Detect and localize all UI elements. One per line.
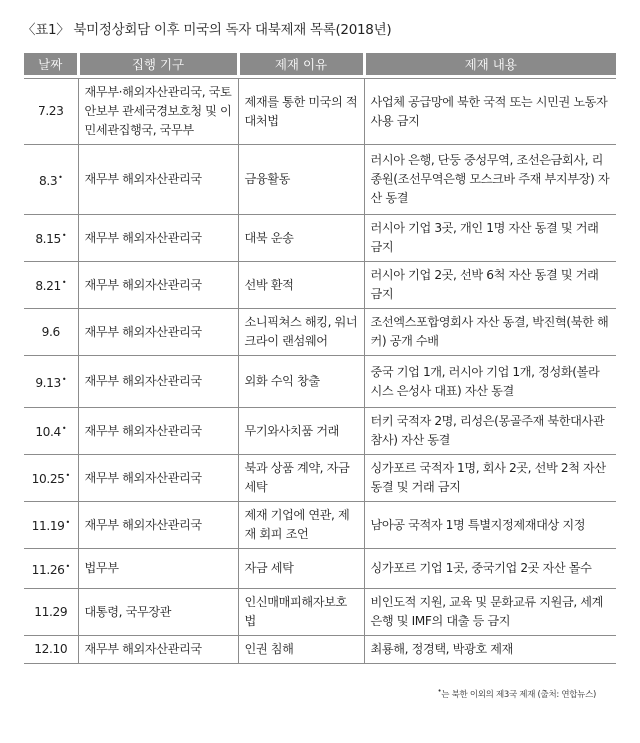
date-text: 8.21 (35, 279, 61, 294)
date-text: 11.29 (34, 604, 68, 619)
cell-agency: 재무부 해외자산관리국 (78, 215, 238, 262)
cell-content: 남아공 국적자 1명 특별지정제재대상 지정 (364, 502, 616, 549)
cell-agency: 재무부·해외자산관리국, 국토안보부 관세국경보호청 및 이민세관집행국, 국무부 (78, 79, 238, 145)
table-row (24, 309, 616, 356)
cell-date (24, 502, 78, 549)
table-caption: 〈표1〉 북미정상회담 이후 미국의 독자 대북제재 목록(2018년) (22, 22, 392, 38)
cell-content: 러시아 기업 3곳, 개인 1명 자산 동결 및 거래 금지 (364, 215, 616, 262)
cell-reason: 금융활동 (238, 145, 364, 215)
third-country-marker: • (61, 278, 67, 288)
cell-agency: 재무부 해외자산관리국 (78, 356, 238, 408)
date-text: 11.19 (31, 519, 65, 534)
cell-date (24, 589, 78, 636)
cell-reason: 소니픽쳐스 해킹, 워너크라이 랜섬웨어 (238, 309, 364, 356)
cell-content: 조선엑스포합영회사 자산 동결, 박진혁(북한 해커) 공개 수배 (364, 309, 616, 356)
header-reason: 제재 이유 (238, 53, 364, 75)
cell-agency: 재무부 해외자산관리국 (78, 636, 238, 664)
table-row (24, 455, 616, 502)
cell-agency: 재무부 해외자산관리국 (78, 309, 238, 356)
table-row (24, 356, 616, 408)
cell-date (24, 215, 78, 262)
cell-date (24, 455, 78, 502)
date-text: 10.4 (35, 425, 61, 440)
third-country-marker: • (65, 518, 70, 528)
cell-agency: 재무부 해외자산관리국 (78, 262, 238, 309)
third-country-marker: • (65, 471, 70, 481)
cell-date (24, 636, 78, 664)
cell-reason: 인신매매피해자보호법 (238, 589, 364, 636)
cell-reason: 대북 운송 (238, 215, 364, 262)
cell-content: 중국 기업 1개, 러시아 기업 1개, 정성화(볼라시스 은성사 대표) 자산 동결 (364, 356, 616, 408)
cell-content: 러시아 은행, 단둥 중성무역, 조선은금회사, 리종원(조선무역은행 모스크바 주재 부지부장) 자산 동결 (364, 145, 616, 215)
cell-content: 싱가포르 기업 1곳, 중국기업 2곳 자산 몰수 (364, 549, 616, 589)
header-row (24, 53, 616, 75)
date-text: 8.3 (38, 174, 58, 189)
date-text: 10.25 (31, 472, 65, 487)
sanctions-table (24, 53, 616, 664)
cell-agency: 재무부 해외자산관리국 (78, 455, 238, 502)
cell-date (24, 408, 78, 455)
third-country-marker: • (61, 424, 67, 434)
cell-content: 최룡해, 정경택, 박광호 제재 (364, 636, 616, 664)
header-date: 날짜 (24, 53, 78, 75)
date-text: 7.23 (37, 104, 64, 118)
third-country-marker: • (61, 374, 67, 384)
cell-date (24, 79, 78, 145)
cell-reason: 외화 수익 창출 (238, 356, 364, 408)
date-text: 12.10 (34, 642, 68, 656)
table-row (24, 79, 616, 145)
cell-reason: 무기와사치품 거래 (238, 408, 364, 455)
header-agency: 집행 기구 (78, 53, 238, 75)
cell-reason: 제재를 통한 미국의 적 대처법 (238, 79, 364, 145)
footnote-marker: • (437, 687, 442, 695)
third-country-marker: • (58, 172, 63, 182)
cell-content: 사업체 공급망에 북한 국적 또는 시민권 노동자 사용 금지 (364, 79, 616, 145)
cell-reason: 인권 침해 (238, 636, 364, 664)
footnote-text: 는 북한 이외의 제3국 제재 (출처: 연합뉴스) (441, 689, 596, 700)
table-row (24, 589, 616, 636)
third-country-marker: • (61, 231, 67, 241)
date-text: 9.13 (35, 376, 61, 391)
table-row (24, 636, 616, 664)
table-row (24, 262, 616, 309)
cell-date (24, 356, 78, 408)
cell-agency: 대통령, 국무장관 (78, 589, 238, 636)
cell-reason: 자금 세탁 (238, 549, 364, 589)
cell-reason: 북과 상품 계약, 자금 세탁 (238, 455, 364, 502)
table-row (24, 502, 616, 549)
table-row (24, 549, 616, 589)
date-text: 9.6 (41, 324, 60, 339)
cell-date (24, 145, 78, 215)
footnote (436, 687, 596, 700)
cell-content: 싱가포르 국적자 1명, 회사 2곳, 선박 2척 자산 동결 및 거래 금지 (364, 455, 616, 502)
cell-reason: 제재 기업에 연관, 제재 회피 조언 (238, 502, 364, 549)
table-row (24, 145, 616, 215)
cell-agency: 재무부 해외자산관리국 (78, 502, 238, 549)
table-row (24, 215, 616, 262)
header-content: 제재 내용 (364, 53, 616, 75)
date-text: 11.26 (31, 563, 65, 578)
cell-content: 러시아 기업 2곳, 선박 6척 자산 동결 및 거래 금지 (364, 262, 616, 309)
cell-date (24, 262, 78, 309)
table-row (24, 408, 616, 455)
cell-content: 비인도적 지원, 교육 및 문화교류 지원금, 세계은행 및 IMF의 대출 등 금지 (364, 589, 616, 636)
third-country-marker: • (65, 561, 70, 571)
cell-date (24, 549, 78, 589)
cell-agency: 재무부 해외자산관리국 (78, 145, 238, 215)
cell-reason: 선박 환적 (238, 262, 364, 309)
date-text: 8.15 (35, 232, 61, 247)
cell-content: 터키 국적자 2명, 리성은(몽골주재 북한대사관 참사) 자산 동결 (364, 408, 616, 455)
cell-date (24, 309, 78, 356)
cell-agency: 재무부 해외자산관리국 (78, 408, 238, 455)
cell-agency: 법무부 (78, 549, 238, 589)
